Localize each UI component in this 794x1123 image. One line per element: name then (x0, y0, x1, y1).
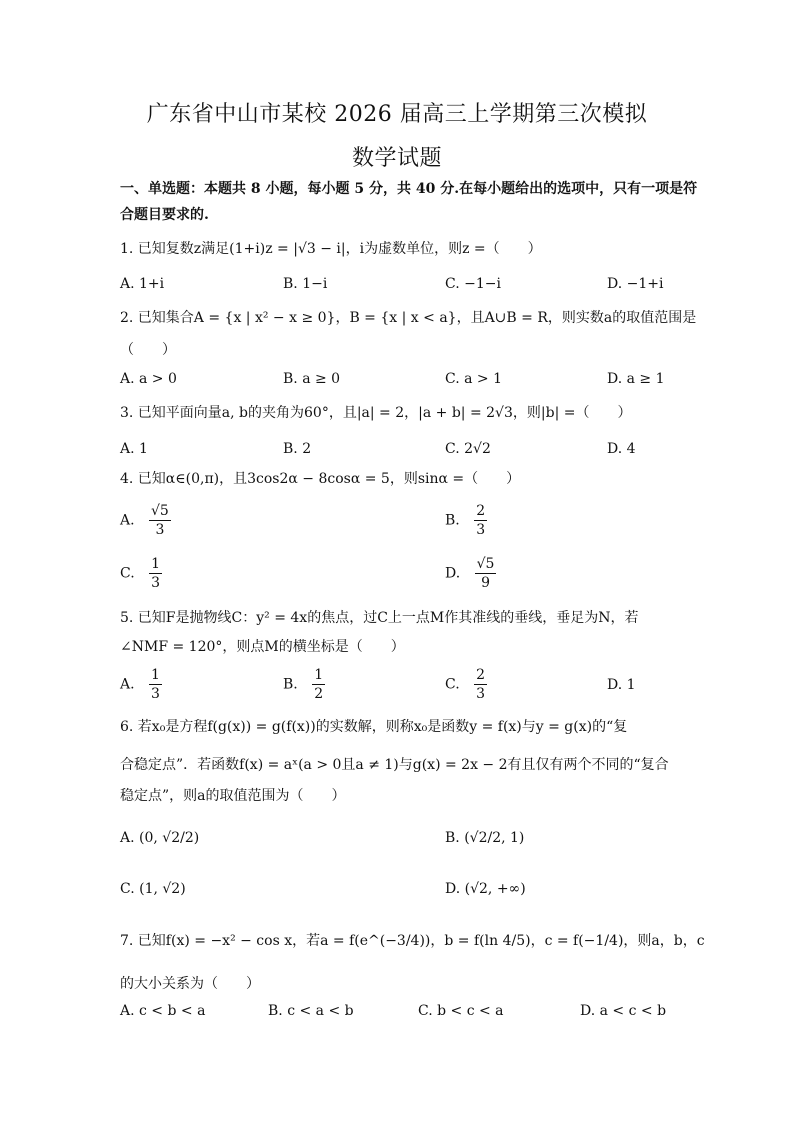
q7-option-b: B. c < a < b (268, 1003, 354, 1019)
fraction (149, 666, 162, 703)
q7-option-a: A. c < b < a (120, 1003, 206, 1019)
q6-option-c: C. (1, √2) (120, 881, 186, 897)
exam-subtitle: 数学试题 (351, 146, 442, 171)
q6-line3: 稳定点”，则a的取值范围为（ ） (120, 788, 346, 804)
q4-stem: 4. 已知α∈(0,π)，且3cos2α − 8cosα = 5，则sinα =（ ） (120, 471, 521, 487)
option-label: B. (283, 676, 298, 693)
section-heading-line2: 合题目要求的. (120, 207, 209, 223)
fraction-denominator: 3 (155, 522, 165, 538)
q7-line2: 的大小关系为（ ） (120, 976, 260, 992)
fraction (474, 502, 487, 539)
q2-option-d: D. a ≥ 1 (607, 371, 665, 387)
q7-option-c: C. b < c < a (418, 1003, 504, 1019)
fraction-numerator: 1 (151, 556, 161, 572)
q3-option-c: C. 2√2 (445, 441, 491, 457)
fraction (149, 502, 171, 539)
q4-option-d (445, 555, 496, 592)
q3-stem: 3. 已知平面向量a, b的夹角为60°，且|a| = 2，|a + b| = 2√3，则|b| =（ ） (120, 405, 632, 421)
q6-option-a: A. (0, √2/2) (120, 830, 200, 846)
q6-option-d: D. (√2, +∞) (445, 881, 526, 897)
q3-option-d: D. 4 (607, 441, 636, 457)
option-label: A. (120, 676, 135, 693)
q2-option-a: A. a > 0 (120, 371, 177, 387)
q1-option-c: C. −1−i (445, 276, 501, 292)
fraction-denominator: 9 (481, 575, 491, 591)
q4-option-c (120, 555, 162, 592)
fraction (312, 666, 325, 703)
q4-option-b (445, 502, 487, 539)
q3-option-a: A. 1 (120, 441, 148, 457)
fraction-denominator: 3 (476, 686, 486, 702)
q5-option-a (120, 666, 162, 703)
fraction-numerator: 1 (151, 667, 160, 683)
q5-option-c (445, 666, 487, 703)
option-label: A. (120, 512, 135, 529)
fraction (474, 666, 487, 703)
fraction-numerator: 2 (476, 503, 486, 519)
fraction-numerator: √5 (476, 556, 495, 572)
q4-option-a (120, 502, 171, 539)
fraction-denominator: 2 (314, 686, 324, 702)
option-label: D. (607, 677, 623, 693)
option-label: D. (445, 565, 461, 582)
option-label: B. (445, 512, 460, 529)
q1-option-d: D. −1+i (607, 276, 664, 292)
fraction-denominator: 3 (151, 575, 161, 591)
q5-option-b (283, 666, 325, 703)
option-label: C. (120, 565, 135, 582)
q2-option-c: C. a > 1 (445, 371, 502, 387)
q2-stem: 2. 已知集合A = {x | x² − x ≥ 0}，B = {x | x < a}，且A∪B = R，则实数a的取值范围是 (120, 310, 697, 326)
option-label: C. (445, 676, 460, 693)
q1-stem: 1. 已知复数z满足(1+i)z = |√3 − i|，i为虚数单位，则z =（ ） (120, 241, 542, 257)
exam-title: 广东省中山市某校 2026 届高三上学期第三次模拟 (146, 102, 648, 127)
option-value: 1 (626, 677, 636, 693)
q6-line1: 6. 若x₀是方程f(g(x)) = g(f(x))的实数解，则称x₀是函数y = f(x)与y = g(x)的“复 (120, 719, 628, 735)
q2-option-b: B. a ≥ 0 (283, 371, 341, 387)
q7-line1: 7. 已知f(x) = −x² − cos x，若a = f(e^(−3/4))，b = f(ln 4/5)，c = f(−1/4)，则a，b，c (120, 933, 705, 949)
fraction-numerator: 2 (476, 667, 486, 683)
q3-option-b: B. 2 (283, 441, 312, 457)
q6-line2: 合稳定点”．若函数f(x) = aˣ(a > 0且a ≠ 1)与g(x) = 2x − 2有且仅有两个不同的“复合 (120, 757, 669, 773)
fraction-denominator: 3 (151, 686, 160, 702)
fraction-denominator: 3 (476, 522, 486, 538)
fraction (475, 555, 497, 592)
q6-option-b: B. (√2/2, 1) (445, 830, 525, 846)
fraction-numerator: √5 (151, 503, 169, 519)
q5-line2: ∠NMF = 120°，则点M的横坐标是（ ） (120, 639, 405, 655)
fraction (149, 555, 162, 592)
section-heading-line1: 一、单选题：本题共 8 小题，每小题 5 分，共 40 分.在每小题给出的选项中，只有一项是符 (120, 181, 698, 197)
q7-option-d: D. a < c < b (580, 1003, 667, 1019)
q5-line1: 5. 已知F是抛物线C：y² = 4x的焦点，过C上一点M作其准线的垂线，垂足为N，若 (120, 610, 639, 626)
q5-option-d (607, 677, 636, 693)
q2-paren: （ ） (120, 342, 176, 358)
fraction-numerator: 1 (314, 667, 324, 683)
q1-option-a: A. 1+i (120, 276, 165, 292)
q1-option-b: B. 1−i (283, 276, 328, 292)
